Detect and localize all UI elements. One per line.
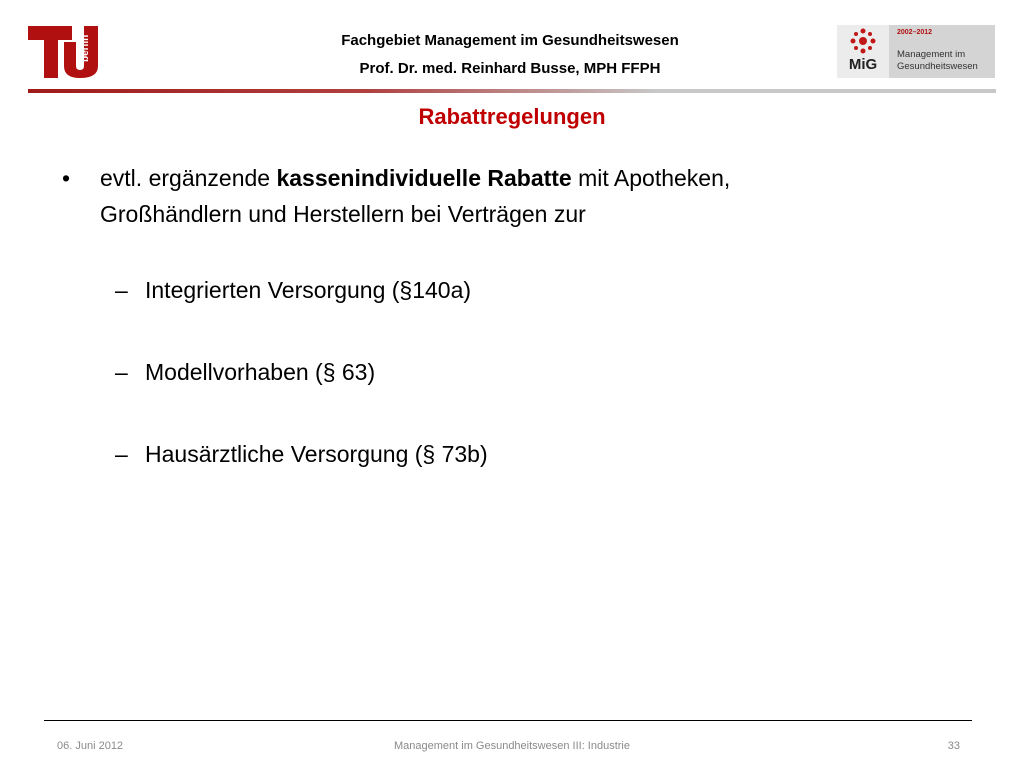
footer-date: 06. Juni 2012 (57, 740, 124, 752)
dash-icon: – (115, 359, 128, 385)
dash-icon: – (115, 441, 128, 467)
bullet-icon: • (62, 165, 71, 191)
slide-title: Rabattregelungen (418, 104, 606, 129)
sub-bullet-text: Modellvorhaben (§ 63) (145, 359, 376, 385)
page-number: 33 (947, 740, 960, 752)
footer-title: Management im Gesundheitswesen III: Industrie (393, 740, 630, 752)
mig-logo (837, 25, 995, 78)
svg-text:berlin: berlin (80, 34, 91, 62)
sub-bullet-text: Integrierten Versorgung (§140a) (145, 277, 472, 303)
bullet-text (100, 160, 840, 232)
bullet-text-post: mit Apotheken, Großhändlern und Herstellern bei Verträgen zur (100, 165, 731, 227)
header-department: Fachgebiet Management im Gesundheitswesen (341, 32, 679, 49)
header-professor: Prof. Dr. med. Reinhard Busse, MPH FFPH (359, 60, 661, 77)
mig-caption-line1: Management im (897, 49, 966, 60)
mig-caption-line2: Gesundheitswesen (897, 61, 978, 72)
bullet-text-bold: kassenindividuelle Rabatte (276, 165, 572, 191)
mig-letters: MiG (848, 56, 878, 73)
header-divider (28, 89, 996, 93)
tu-berlin-logo (28, 26, 100, 78)
mig-caption (897, 49, 978, 73)
mig-star-icon (837, 25, 889, 57)
mig-emblem (837, 25, 889, 78)
mig-years: 2002–2012 (897, 29, 933, 36)
footer-divider (44, 720, 972, 721)
bullet-text-pre: evtl. ergänzende (100, 165, 277, 191)
dash-icon: – (115, 277, 128, 303)
sub-bullet-text: Hausärztliche Versorgung (§ 73b) (145, 441, 488, 467)
